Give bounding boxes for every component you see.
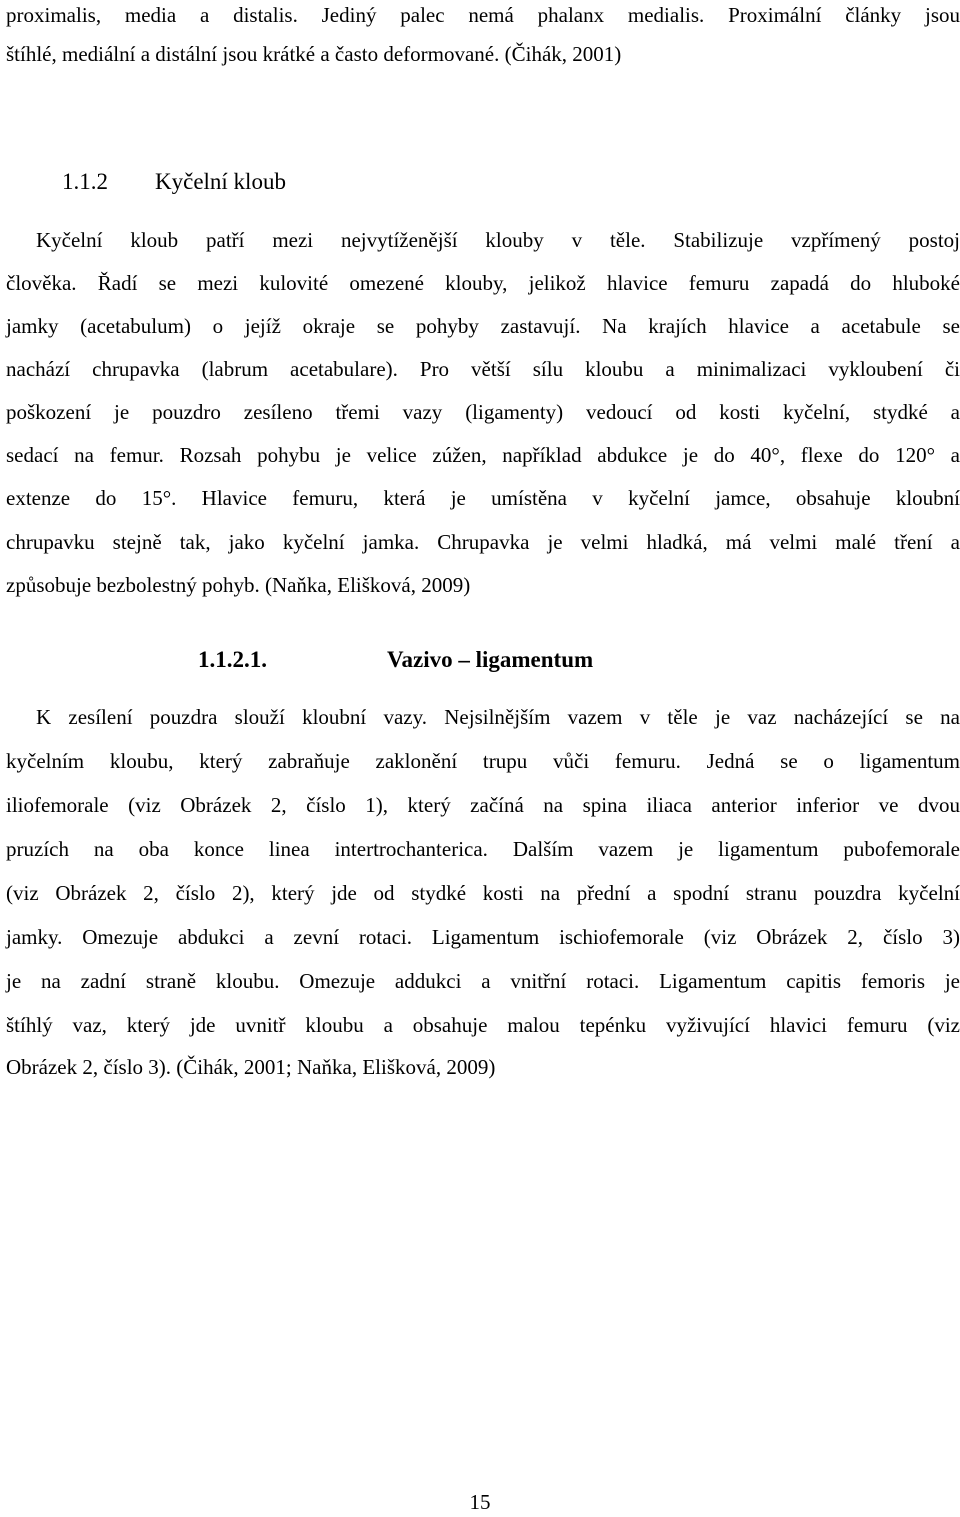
paragraph-line: jamky. Omezuje abdukci a zevní rotaci. Ligamentum ischiofemorale (viz Obrázek 2, číslo 3): [6, 925, 960, 949]
paragraph-line: Kyčelní kloub patří mezi nejvytíženější klouby v těle. Stabilizuje vzpřímený postoj: [36, 228, 960, 252]
page-number: 15: [469, 1490, 491, 1514]
paragraph-line: kyčelním kloubu, který zabraňuje zaklonění trupu vůči femuru. Jedná se o ligamentum: [6, 749, 960, 773]
paragraph-line: iliofemorale (viz Obrázek 2, číslo 1), který začíná na spina iliaca anterior inferior ve dvou: [6, 793, 960, 817]
paragraph-line: (viz Obrázek 2, číslo 2), který jde od stydké kosti na přední a spodní stranu pouzdra kyčelní: [6, 881, 960, 905]
paragraph-line: způsobuje bezbolestný pohyb. (Naňka, Elišková, 2009): [6, 573, 471, 597]
paragraph-line: je na zadní straně kloubu. Omezuje addukci a vnitřní rotaci. Ligamentum capitis femoris je: [6, 969, 960, 993]
paragraph-line: jamky (acetabulum) o jejíž okraje se pohyby zastavují. Na krajích hlavice a acetabule se: [6, 314, 960, 338]
paragraph-line: chrupavku stejně tak, jako kyčelní jamka. Chrupavka je velmi hladká, má velmi malé tření a: [6, 530, 960, 554]
paragraph-line: extenze do 15°. Hlavice femuru, která je umístěna v kyčelní jamce, obsahuje kloubní: [6, 486, 960, 510]
paragraph-line: nachází chrupavka (labrum acetabulare). Pro větší sílu kloubu a minimalizaci vykloubení či: [6, 357, 960, 381]
section-number: 1.1.2: [62, 169, 108, 194]
section-title: Kyčelní kloub: [155, 169, 286, 194]
subsection-title: Vazivo – ligamentum: [387, 647, 594, 672]
paragraph-line: poškození je pouzdro zesíleno třemi vazy (ligamenty) vedoucí od kosti kyčelní, stydké a: [6, 400, 960, 424]
paragraph-line: sedací na femur. Rozsah pohybu je velice zúžen, například abdukce je do 40°, flexe do 120° a: [6, 443, 960, 467]
subsection-number: 1.1.2.1.: [198, 647, 267, 672]
paragraph-line: štíhlé, mediální a distální jsou krátké a často deformované. (Čihák, 2001): [6, 42, 622, 66]
paragraph-line: člověka. Řadí se mezi kulovité omezené klouby, jelikož hlavice femuru zapadá do hluboké: [6, 271, 960, 295]
paragraph-line: proximalis, media a distalis. Jediný palec nemá phalanx medialis. Proximální články jsou: [6, 3, 960, 27]
paragraph-line: pruzích na oba konce linea intertrochanterica. Dalším vazem je ligamentum pubofemorale: [6, 837, 960, 861]
paragraph-line: K zesílení pouzdra slouží kloubní vazy. Nejsilnějším vazem v těle je vaz nacházející se na: [36, 705, 960, 729]
paragraph-line: Obrázek 2, číslo 3). (Čihák, 2001; Naňka, Elišková, 2009): [6, 1055, 496, 1079]
paragraph-line: štíhlý vaz, který jde uvnitř kloubu a obsahuje malou tepénku vyživující hlavici femuru (viz: [6, 1013, 960, 1037]
